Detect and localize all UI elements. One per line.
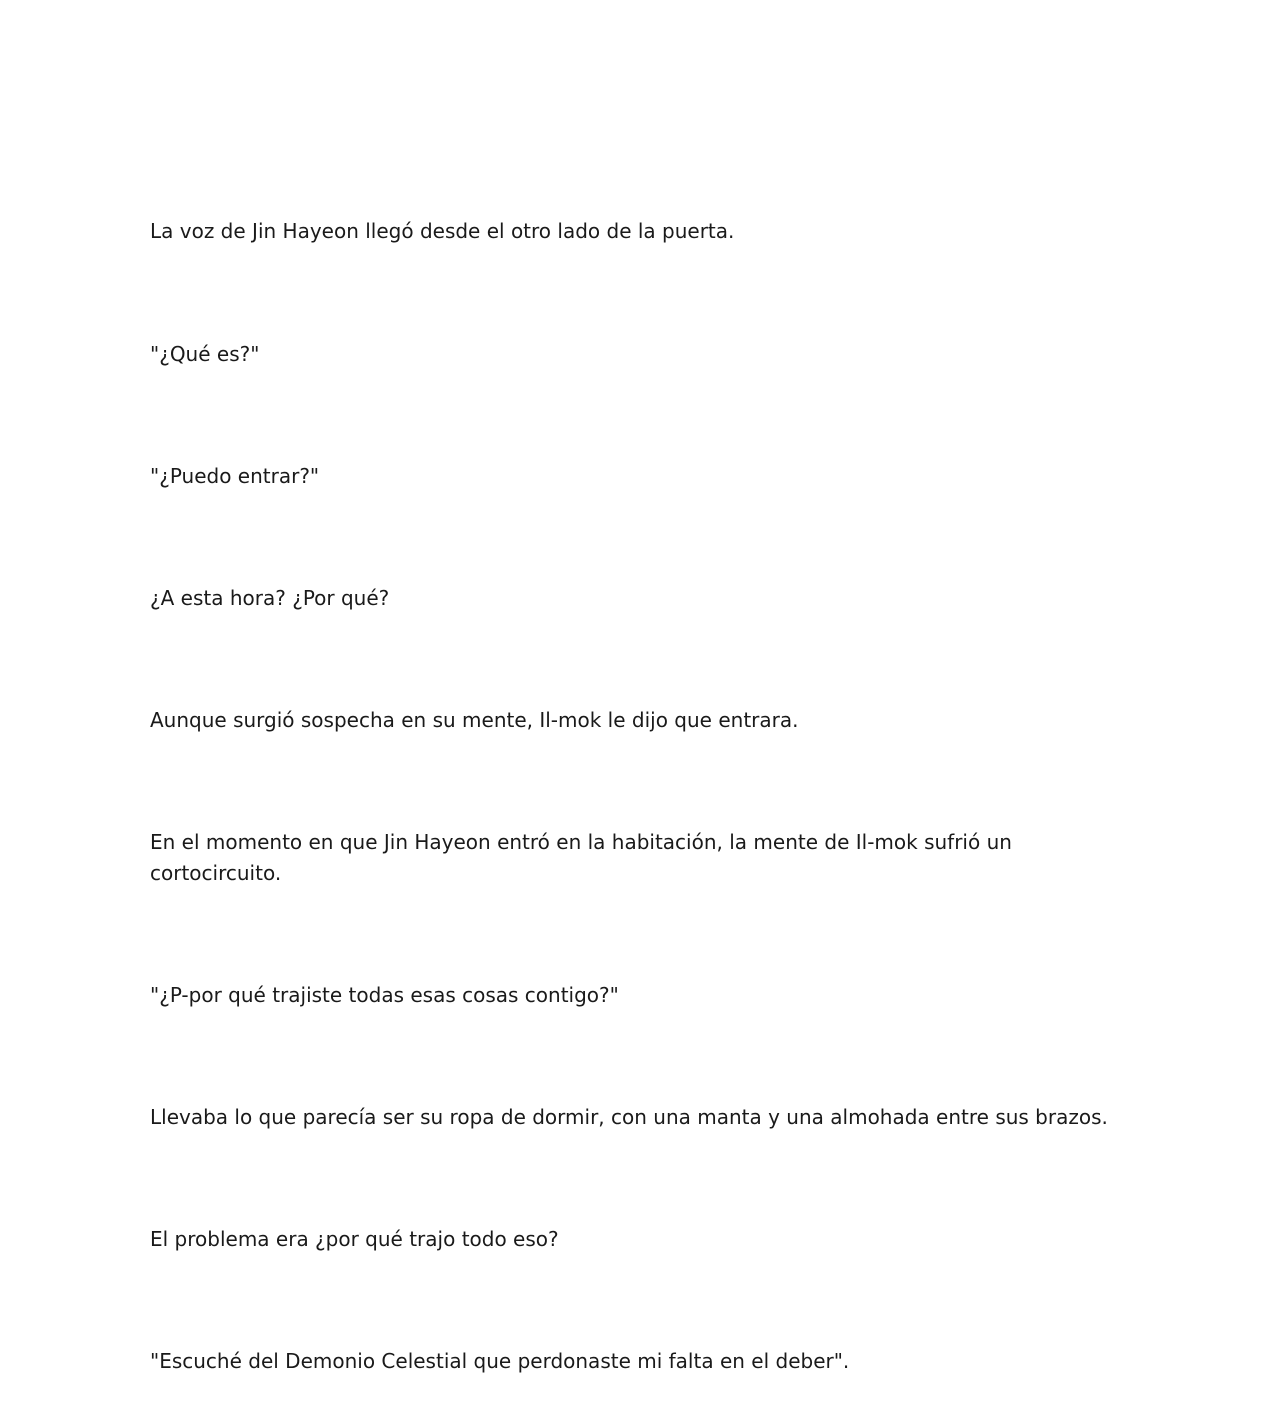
paragraph-10: "Escuché del Demonio Celestial que perdonaste mi falta en el deber".	[150, 1349, 850, 1373]
paragraph-7: "¿P-por qué trajiste todas esas cosas contigo?"	[150, 983, 619, 1007]
paragraph-4: ¿A esta hora? ¿Por qué?	[150, 586, 390, 610]
paragraph-8: Llevaba lo que parecía ser su ropa de dormir, con una manta y una almohada entre sus brazos.	[150, 1105, 1108, 1129]
paragraph-9: El problema era ¿por qué trajo todo eso?	[150, 1227, 559, 1251]
paragraph-6: En el momento en que Jin Hayeon entró en la habitación, la mente de Il-mok sufrió un cortocircuito.	[150, 830, 1012, 885]
paragraph-5: Aunque surgió sospecha en su mente, Il-mok le dijo que entrara.	[150, 708, 799, 732]
paragraph-3: "¿Puedo entrar?"	[150, 464, 320, 488]
paragraph-1: La voz de Jin Hayeon llegó desde el otro lado de la puerta.	[150, 219, 735, 243]
paragraph-2: "¿Qué es?"	[150, 342, 260, 366]
